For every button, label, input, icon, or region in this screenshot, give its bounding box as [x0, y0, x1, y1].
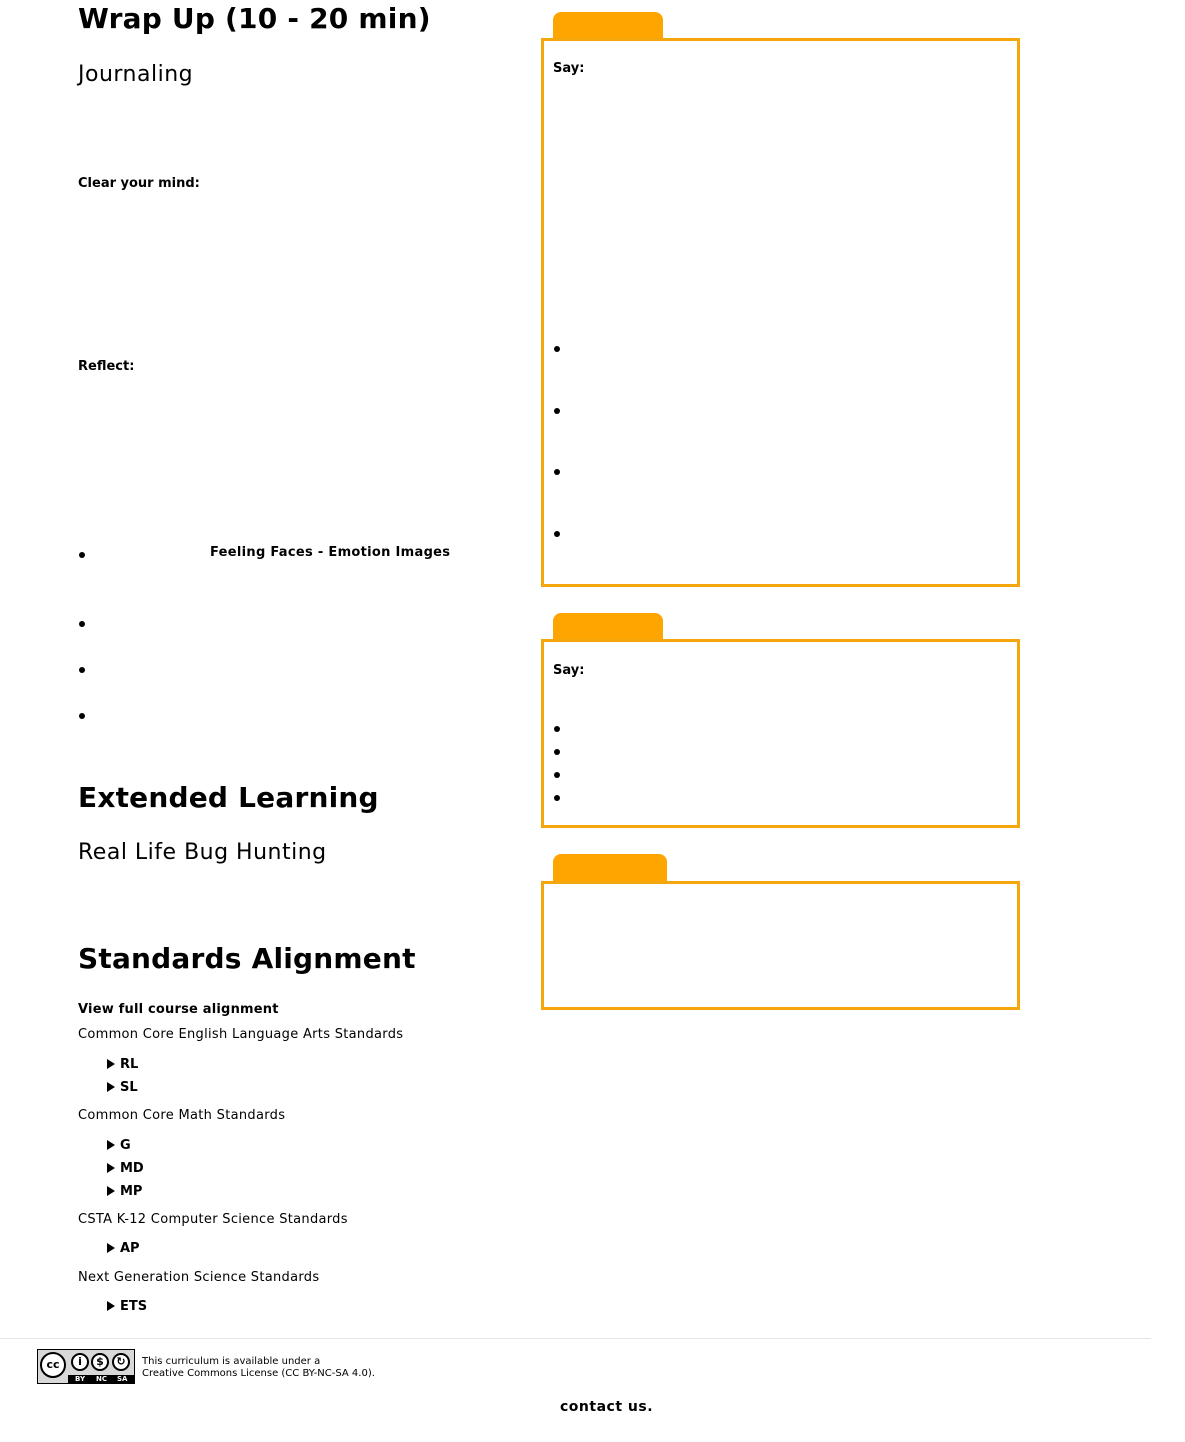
wrap-up-title: Wrap Up (10 - 20 min)	[78, 2, 431, 35]
extended-learning-subtitle: Real Life Bug Hunting	[78, 840, 327, 865]
sharealike-icon: ↻	[112, 1353, 130, 1371]
cc-license-badge[interactable]	[37, 1349, 135, 1384]
disclosure-triangle-icon	[107, 1186, 115, 1196]
standards-group-ngss: Next Generation Science Standards	[78, 1270, 320, 1285]
list-bullet	[79, 667, 85, 673]
reflect-label: Reflect:	[78, 359, 135, 374]
disclosure-triangle-icon	[107, 1140, 115, 1150]
list-bullet	[79, 713, 85, 719]
list-bullet	[554, 346, 560, 352]
license-text-line1: This curriculum is available under a	[142, 1356, 321, 1367]
disclosure-triangle-icon	[107, 1082, 115, 1092]
say-label: Say:	[553, 61, 585, 76]
standard-toggle-ap[interactable]: AP	[107, 1242, 140, 1255]
disclosure-triangle-icon	[107, 1059, 115, 1069]
standard-toggle-sl[interactable]: SL	[107, 1081, 138, 1094]
say-label: Say:	[553, 663, 585, 678]
standards-group-csta: CSTA K-12 Computer Science Standards	[78, 1212, 348, 1227]
extended-learning-title: Extended Learning	[78, 781, 379, 814]
list-bullet	[554, 408, 560, 414]
list-bullet	[554, 469, 560, 475]
cc-icon: cc	[40, 1352, 66, 1378]
list-bullet	[554, 749, 560, 755]
standard-toggle-rl[interactable]: RL	[107, 1058, 138, 1071]
teaching-tip-tab	[553, 12, 663, 40]
list-bullet	[554, 726, 560, 732]
standard-toggle-md[interactable]: MD	[107, 1162, 144, 1175]
license-link[interactable]: Creative Commons License (CC BY-NC-SA 4.0).	[142, 1368, 375, 1379]
standard-toggle-g[interactable]: G	[107, 1139, 131, 1152]
list-bullet	[554, 531, 560, 537]
standard-toggle-ets[interactable]: ETS	[107, 1300, 147, 1313]
view-full-alignment-link[interactable]: View full course alignment	[78, 1002, 279, 1017]
standards-group-math: Common Core Math Standards	[78, 1108, 286, 1123]
contact-us-link[interactable]: contact us.	[560, 1399, 654, 1415]
teaching-tip-box	[541, 639, 1020, 828]
disclosure-triangle-icon	[107, 1243, 115, 1253]
list-bullet	[79, 621, 85, 627]
standards-title: Standards Alignment	[78, 942, 416, 975]
wrap-up-subtitle: Journaling	[78, 62, 194, 87]
standard-toggle-mp[interactable]: MP	[107, 1185, 142, 1198]
footer-divider	[0, 1338, 1151, 1339]
standards-group-ela: Common Core English Language Arts Standards	[78, 1027, 404, 1042]
list-bullet	[79, 552, 85, 558]
list-bullet	[554, 795, 560, 801]
disclosure-triangle-icon	[107, 1163, 115, 1173]
noncommercial-icon: $	[91, 1353, 109, 1371]
clear-mind-label: Clear your mind:	[78, 176, 200, 191]
teaching-tip-tab	[553, 854, 667, 883]
license-terms-strip: BY NC SA	[68, 1375, 134, 1383]
feeling-faces-link[interactable]: Feeling Faces - Emotion Images	[210, 545, 451, 560]
list-bullet	[554, 772, 560, 778]
disclosure-triangle-icon	[107, 1301, 115, 1311]
attribution-icon: i	[71, 1353, 89, 1371]
teaching-tip-box	[541, 38, 1020, 587]
teaching-tip-box	[541, 881, 1020, 1010]
teaching-tip-tab	[553, 613, 663, 641]
